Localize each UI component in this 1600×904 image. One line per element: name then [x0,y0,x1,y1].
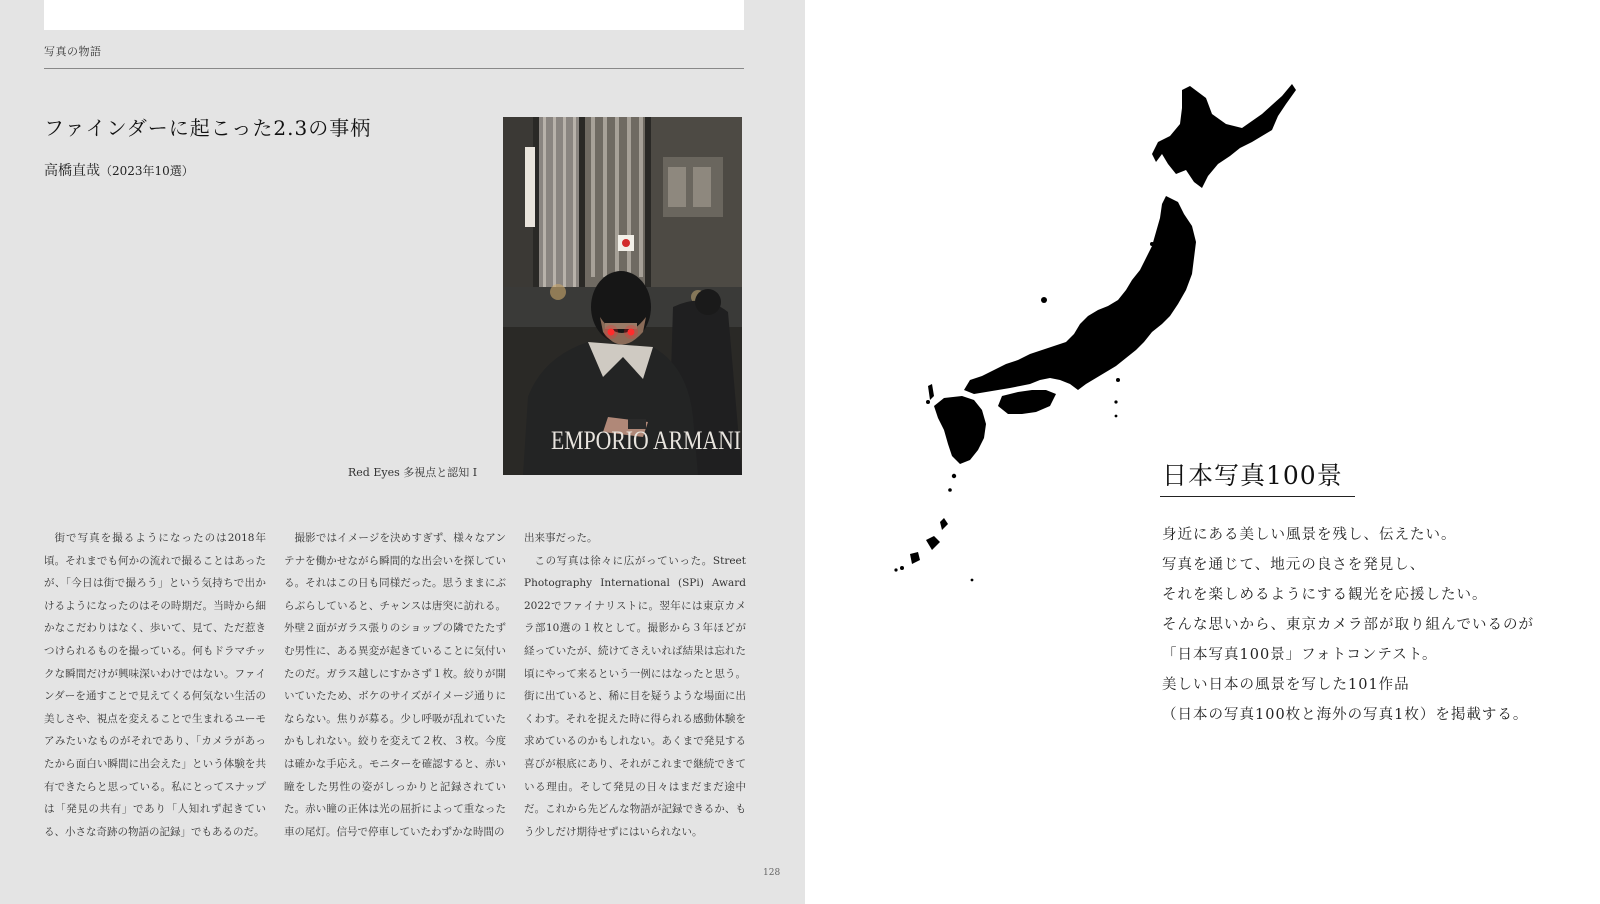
photo-sign-text: EMPORIO ARMANI [551,426,741,455]
body-paragraph: 街で写真を撮るようになったのは2018年頃。それまでも何かの流れで撮ることはあったが、「今日は街で撮ろう」という気持ちで出かけるようになったのはその時期だ。当時から細かなこだわりはなく、歩いて、見て、ただ惹きつけられるものを撮っている。何もドラマチックな瞬間だけが興味深いわけではない。ファインダーを通すことで見えてくる何気ない生活の美しさや、視点を変えることで生まれるユーモアみたいなものがそれであり、「カメラがあったから面白い瞬間に出会えた」という体験を共有できたらと思っている。私にとってスナップは「発見の共有」であり「人知れず起きている、小さな奇跡の物語の記録」でもあるのだ。 [44,532,266,838]
shikoku-shape [998,390,1056,414]
body-paragraph: 撮影ではイメージを決めすぎず、様々なアンテナを働かせながら瞬間的な出会いを探している。それはこの日も同様だった。思うままにぶらぶらしていると、チャンスは唐突に訪れる。外壁２面がガラス張りのショップの隣でたたずむ男性に、ある異変が起きていることに気付いたのだ。ガラス越しにすかさず１枚。絞りが開いていたため、ボケのサイズがイメージ通りにならない。焦りが募る。少し呼吸が乱れていたかもしれない。絞りを変えて２枚、３枚。今度は確かな手応え。モニターを確認すると、赤い瞳をした男性の姿がしっかりと記録されていた。赤い瞳の正体は光の屈折によって重なった車の尾灯。信号で停車していたわずかな時間の [284,532,506,838]
intro-line: それを楽しめるようにする観光を応援したい。 [1162,587,1488,603]
hokkaido-shape [1152,84,1296,188]
body-paragraph: 出来事だった。 [524,532,598,544]
previous-content-strip [44,0,744,30]
intro-heading-rule [1160,496,1355,497]
author-name: 高橋直哉 [44,163,100,179]
body-column-3 [524,527,746,843]
article-title: ファインダーに起こった2.3の事柄 [44,116,372,140]
kyushu-shape [934,396,986,464]
page-number: 128 [763,868,781,878]
intro-line: 「日本写真100景」フォトコンテスト。 [1162,647,1438,663]
author-note: （2023年10選） [100,164,194,178]
byline [44,160,194,180]
header-rule [44,68,744,69]
intro-heading: 日本写真100景 [1162,461,1343,490]
section-label: 写真の物語 [44,45,102,58]
street-photo [503,117,742,475]
tsushima-shape [928,384,934,400]
photo-caption: Red Eyes 多視点と認知 I [348,466,478,479]
body-column-2 [284,527,506,843]
intro-line: そんな思いから、東京カメラ部が取り組んでいるのが [1162,617,1534,633]
body-paragraph: この写真は徐々に広がっていった。Street Photography International (SPi) Award 2022でファイナリストに。翌年には東京カメラ部10選の１枚として。撮影から３年ほどが経っていたが、続けてさえいれば結果は忘れた頃にやって来るという一例にはなったと思う。街に出ていると、稀に目を疑うような場面に出くわす。それを捉えた時に得られる感動体験を求めているのかもしれない。あくまで発見する喜びが根底にあり、それがこれまで継続できている理由。そして発見の日々はまだまだ途中だ。これから先どんな物語が記録できるか、もう少しだけ期待せずにはいられない。 [524,554,746,838]
japan-map-silhouette [890,84,1360,594]
intro-line: 身近にある美しい風景を残し、伝えたい。 [1162,527,1457,543]
intro-line: （日本の写真100枚と海外の写真1枚）を掲載する。 [1162,707,1529,723]
honshu-shape [964,196,1196,394]
intro-line: 写真を通じて、地元の良さを発見し、 [1162,557,1426,573]
intro-text [1162,520,1534,730]
body-column-1 [44,527,266,843]
intro-line: 美しい日本の風景を写した101作品 [1162,677,1410,693]
street-photo-illustration [503,117,742,475]
